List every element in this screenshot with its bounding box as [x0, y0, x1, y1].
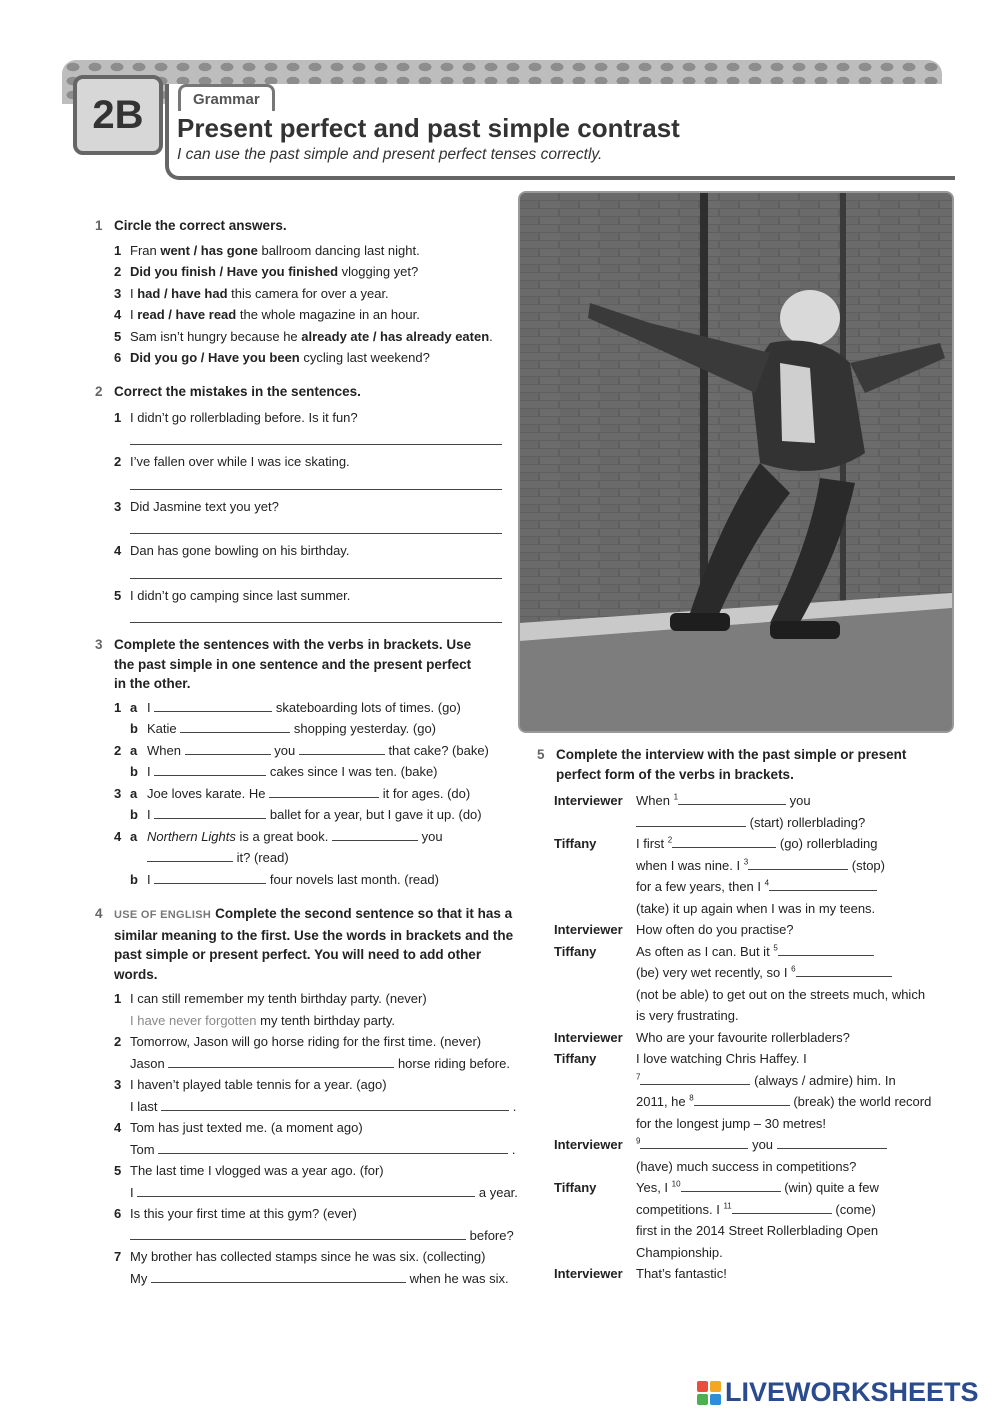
interview-line [554, 1263, 932, 1285]
answer-gap[interactable] [161, 1098, 509, 1111]
item-text: skateboarding lots of times. (go) [275, 699, 461, 715]
line-text: (take) it up again when I was in my teens. [636, 900, 876, 916]
list-item [95, 761, 515, 783]
answer-options[interactable]: already ate / has already eaten [301, 328, 490, 344]
exercise-number: 4 [95, 906, 103, 921]
line-text: 2011, he [636, 1094, 686, 1109]
line-text: (come) [835, 1201, 876, 1217]
exercise-2-heading [95, 382, 515, 402]
list-item [95, 697, 515, 719]
answer-gap[interactable] [640, 1136, 748, 1149]
list-item [95, 1160, 520, 1203]
unit-badge [73, 75, 163, 155]
answer-gap[interactable] [732, 1201, 832, 1214]
line-text: That’s fantastic! [636, 1266, 727, 1281]
answer-gap[interactable] [769, 878, 877, 891]
exercise-4 [95, 904, 520, 1289]
item-number: 3 [114, 1077, 122, 1092]
item-number: 1 [114, 699, 122, 715]
answer-line[interactable] [130, 523, 502, 534]
item-text: I last [130, 1098, 158, 1114]
item-number: 6 [114, 350, 122, 365]
line-text: When [636, 793, 670, 808]
interview-line [554, 1177, 932, 1263]
answer-gap[interactable] [151, 1270, 406, 1283]
item-text: I can still remember my tenth birthday party. (never) [130, 991, 427, 1006]
item-text: Is this your first time at this gym? (ever) [130, 1206, 357, 1221]
list-item [95, 826, 515, 869]
item-text: Tom has just texted me. (a moment ago) [130, 1120, 363, 1135]
item-text: Katie [147, 721, 177, 736]
speaker-label: Tiffany [554, 1180, 597, 1195]
line-text: (always / admire) him. In [754, 1072, 896, 1088]
photo-illustration [520, 193, 952, 731]
item-number: 6 [114, 1206, 122, 1221]
item-text: Jason [130, 1055, 165, 1071]
unit-label: 2B [92, 92, 144, 137]
answer-options[interactable]: Did you go / Have you been [130, 350, 300, 365]
answer-options[interactable]: read / have read [137, 307, 237, 322]
list-item [95, 585, 515, 607]
item-text: it for ages. (do) [382, 785, 471, 801]
item-text: I [147, 871, 151, 887]
item-number: 5 [114, 1163, 122, 1178]
interview-line [554, 941, 932, 1027]
interview-line [554, 1027, 932, 1049]
item-text: . [489, 328, 493, 344]
exercise-5 [537, 745, 932, 1285]
item-number: 4 [114, 543, 122, 558]
exercise-1 [95, 216, 515, 369]
item-number: 2 [114, 1034, 122, 1049]
item-text: Joe loves karate. He [147, 785, 266, 801]
item-number: 2 [114, 264, 122, 279]
item-text: I [147, 807, 151, 822]
line-text: (go) rollerblading [779, 836, 878, 851]
line-text: (have) much success in competitions? [636, 1158, 857, 1174]
item-text: cakes since I was ten. (bake) [269, 764, 438, 779]
item-letter: b [130, 721, 138, 736]
item-number: 4 [114, 828, 122, 844]
speaker-label: Tiffany [554, 1051, 597, 1066]
page-title: Present perfect and past simple contrast [177, 113, 680, 143]
list-item [95, 988, 520, 1031]
list-item [95, 261, 515, 283]
line-text: (be) very wet recently, so I [636, 965, 788, 980]
exercise-number: 5 [537, 747, 545, 762]
answer-line[interactable] [130, 479, 502, 490]
item-number: 1 [114, 242, 122, 258]
answer-gap[interactable] [332, 828, 418, 841]
list-item [95, 540, 515, 562]
item-text: I didn’t go camping since last summer. [130, 587, 351, 603]
interview-line [554, 790, 932, 833]
item-number: 2 [114, 742, 122, 758]
item-text: you [421, 828, 443, 844]
list-item [95, 1074, 520, 1117]
list-item [95, 451, 515, 473]
item-text: Tom [130, 1141, 155, 1157]
list-item [95, 304, 515, 326]
exercise-3 [95, 635, 515, 890]
exercise-1-heading [95, 216, 515, 236]
list-item [95, 1203, 520, 1246]
line-text: you [789, 793, 811, 808]
item-text: I [130, 285, 138, 301]
gap-number: 11 [723, 1201, 732, 1211]
item-text: this camera for over a year. [227, 285, 389, 301]
item-text: is a great book. [239, 828, 329, 844]
answer-gap[interactable] [694, 1093, 790, 1106]
list-item [95, 283, 515, 305]
item-text: I [147, 764, 151, 779]
interview-line [554, 919, 932, 941]
gap-number: 8 [689, 1093, 694, 1103]
item-text: Sam isn’t hungry because he [130, 328, 302, 344]
speaker-label: Tiffany [554, 836, 597, 851]
item-text: My brother has collected stamps since he was six. (collecting) [130, 1249, 486, 1264]
answer-options[interactable]: Did you finish / Have you finished [130, 264, 339, 279]
answer-gap[interactable] [777, 1136, 887, 1149]
exercise-4-heading [95, 904, 520, 984]
item-text: you [274, 742, 296, 758]
item-letter: a [130, 742, 138, 758]
item-text: Dan has gone bowling on his birthday. [130, 543, 350, 558]
item-text: four novels last month. (read) [269, 871, 439, 887]
answer-gap[interactable] [299, 742, 385, 755]
item-text: Tomorrow, Jason will go horse riding for the first time. (never) [130, 1034, 482, 1049]
answer-gap[interactable] [154, 763, 266, 776]
answer-gap[interactable] [137, 1184, 475, 1197]
item-text: I haven’t played table tennis for a year. (ago) [130, 1077, 387, 1092]
example-answer: I have never forgotten [130, 1012, 257, 1028]
exercise-number: 2 [95, 384, 103, 399]
speaker-label: Interviewer [554, 793, 623, 808]
item-text: I’ve fallen over while I was ice skating. [130, 454, 350, 469]
list-item [95, 326, 515, 348]
item-text: Fran [130, 242, 161, 258]
exercise-2 [95, 382, 515, 629]
gap-number: 1 [673, 792, 679, 802]
item-text: When [147, 742, 181, 758]
answer-options[interactable]: went / has gone [160, 242, 258, 258]
item-text: before? [469, 1227, 514, 1243]
line-text: (break) the world record for the longest jump – 30 metres! [636, 1094, 932, 1131]
item-text: . [512, 1098, 517, 1114]
gap-number: 3 [743, 857, 749, 867]
interview-line [554, 1048, 932, 1134]
gap-number: 5 [773, 943, 778, 953]
line-text: I first [636, 836, 665, 851]
item-text: horse riding before. [397, 1055, 510, 1071]
item-text: I [130, 307, 138, 322]
liveworksheets-logo[interactable] [697, 1377, 979, 1408]
answer-gap[interactable] [778, 943, 874, 956]
item-text: Did Jasmine text you yet? [130, 498, 279, 514]
answer-gap[interactable] [154, 699, 272, 712]
answer-gap[interactable] [678, 792, 786, 805]
item-text: ballet for a year, but I gave it up. (do) [269, 807, 482, 822]
item-letter: b [130, 807, 138, 822]
line-text: How often do you practise? [636, 922, 794, 937]
answer-line[interactable] [130, 434, 502, 445]
exercise-instruction: Correct the mistakes in the sentences. [114, 384, 361, 399]
exercise-instruction: Complete the sentences with the verbs in brackets. Use the past simple in one sentence and the present perfect in the other. [114, 637, 472, 691]
item-text: shopping yesterday. (go) [293, 721, 437, 736]
item-text: vlogging yet? [338, 264, 419, 279]
item-text: My [130, 1270, 148, 1286]
logo-icon [697, 1381, 721, 1405]
item-letter: b [130, 764, 138, 779]
item-text: it? (read) [236, 850, 289, 865]
answer-gap[interactable] [796, 964, 892, 977]
answer-gap[interactable] [154, 871, 266, 884]
item-text: my tenth birthday party. [260, 1012, 395, 1028]
item-letter: a [130, 699, 138, 715]
gap-number: 10 [671, 1179, 681, 1189]
speaker-label: Interviewer [554, 922, 623, 937]
item-number: 1 [114, 409, 122, 425]
use-of-english-tag: USE OF ENGLISH [114, 909, 212, 921]
answer-gap[interactable] [269, 785, 379, 798]
answer-gap[interactable] [636, 814, 746, 827]
line-text: Who are your favourite rollerbladers? [636, 1029, 850, 1045]
answer-line[interactable] [130, 568, 502, 579]
page-subtitle: I can use the past simple and present perfect tenses correctly. [177, 146, 603, 163]
exercise-instruction: Complete the second sentence so that it has a similar meaning to the first. Use the words in brackets and the past simple or present perfect. You will need to add other words. [114, 906, 514, 982]
line-text: you [752, 1137, 774, 1152]
gap-number: 4 [764, 878, 770, 888]
answer-gap[interactable] [748, 857, 848, 870]
item-number: 5 [114, 328, 122, 344]
list-item [95, 1031, 520, 1074]
item-number: 2 [114, 454, 122, 469]
item-letter: a [130, 785, 138, 801]
list-item [95, 1246, 520, 1289]
answer-gap[interactable] [168, 1055, 394, 1068]
item-text: the whole magazine in an hour. [236, 307, 420, 322]
answer-gap[interactable] [154, 806, 266, 819]
speaker-label: Interviewer [554, 1137, 623, 1152]
list-item [95, 718, 515, 740]
item-text: cycling last weekend? [299, 350, 430, 365]
gap-number: 7 [636, 1072, 641, 1082]
line-text: for a few years, then I [636, 879, 762, 894]
answer-options[interactable]: had / have had [137, 285, 228, 301]
answer-gap[interactable] [158, 1141, 508, 1154]
answer-gap[interactable] [180, 720, 290, 733]
item-letter: a [130, 828, 138, 844]
item-number: 4 [114, 1120, 122, 1135]
section-tab: Grammar [178, 84, 275, 111]
item-number: 5 [114, 587, 122, 603]
answer-gap[interactable] [640, 1072, 750, 1085]
rollerblader-photo [520, 193, 952, 731]
book-title: Northern Lights [147, 828, 236, 844]
item-number: 3 [114, 498, 122, 514]
list-item [95, 740, 515, 762]
line-text: competitions. I [636, 1201, 720, 1217]
item-number: 4 [114, 307, 122, 322]
list-item [95, 869, 515, 891]
item-number: 1 [114, 991, 122, 1006]
answer-gap[interactable] [147, 849, 233, 862]
exercise-number: 1 [95, 218, 103, 233]
item-text: when he was six. [409, 1270, 509, 1286]
list-item [95, 347, 515, 369]
item-number: 7 [114, 1249, 122, 1264]
answer-gap[interactable] [681, 1179, 781, 1192]
logo-text: LIVEWORKSHEETS [725, 1377, 979, 1407]
item-text: that cake? (bake) [388, 742, 489, 758]
item-text: The last time I vlogged was a year ago. (for) [130, 1163, 384, 1178]
gap-number: 2 [667, 835, 673, 845]
answer-gap[interactable] [130, 1227, 466, 1240]
answer-gap[interactable] [185, 742, 271, 755]
exercise-instruction: Circle the correct answers. [114, 218, 287, 233]
list-item [95, 1117, 520, 1160]
exercise-instruction: Complete the interview with the past simple or present perfect form of the verbs in brackets. [556, 747, 907, 782]
line-text: (win) quite a few [784, 1180, 879, 1195]
item-number: 3 [114, 285, 122, 301]
line-text: (start) rollerblading? [749, 814, 866, 830]
speaker-label: Interviewer [554, 1266, 623, 1281]
item-text: I [147, 699, 151, 715]
item-number: 3 [114, 785, 122, 801]
item-text: ballroom dancing last night. [257, 242, 420, 258]
list-item [95, 804, 515, 826]
list-item [95, 496, 515, 518]
list-item [95, 407, 515, 429]
answer-line[interactable] [130, 612, 502, 623]
exercise-3-heading [95, 635, 515, 694]
list-item [95, 240, 515, 262]
line-text: I love watching Chris Haffey. I [636, 1051, 807, 1066]
item-letter: b [130, 871, 138, 887]
exercise-number: 3 [95, 637, 103, 652]
line-text: As often as I can. But it [636, 943, 770, 959]
line-text: first in the 2014 Street Rollerblading Open Championship. [636, 1223, 879, 1260]
answer-gap[interactable] [672, 835, 776, 848]
line-text: (not be able) to get out on the streets much, which is very frustrating. [636, 986, 926, 1023]
gap-number: 9 [636, 1136, 641, 1146]
item-text: I [130, 1184, 134, 1200]
interview-line [554, 1134, 932, 1177]
speaker-label: Tiffany [554, 943, 597, 959]
gap-number: 6 [791, 964, 796, 974]
line-text: (stop) [851, 857, 885, 873]
exercise-5-heading [537, 745, 932, 784]
interview-line [554, 833, 932, 919]
item-text: a year. [478, 1184, 518, 1200]
item-text: . [511, 1141, 516, 1157]
line-text: when I was nine. I [636, 857, 741, 873]
line-text: Yes, I [636, 1180, 669, 1195]
list-item [95, 783, 515, 805]
item-text: I didn’t go rollerblading before. Is it fun? [130, 409, 358, 425]
speaker-label: Interviewer [554, 1029, 623, 1045]
